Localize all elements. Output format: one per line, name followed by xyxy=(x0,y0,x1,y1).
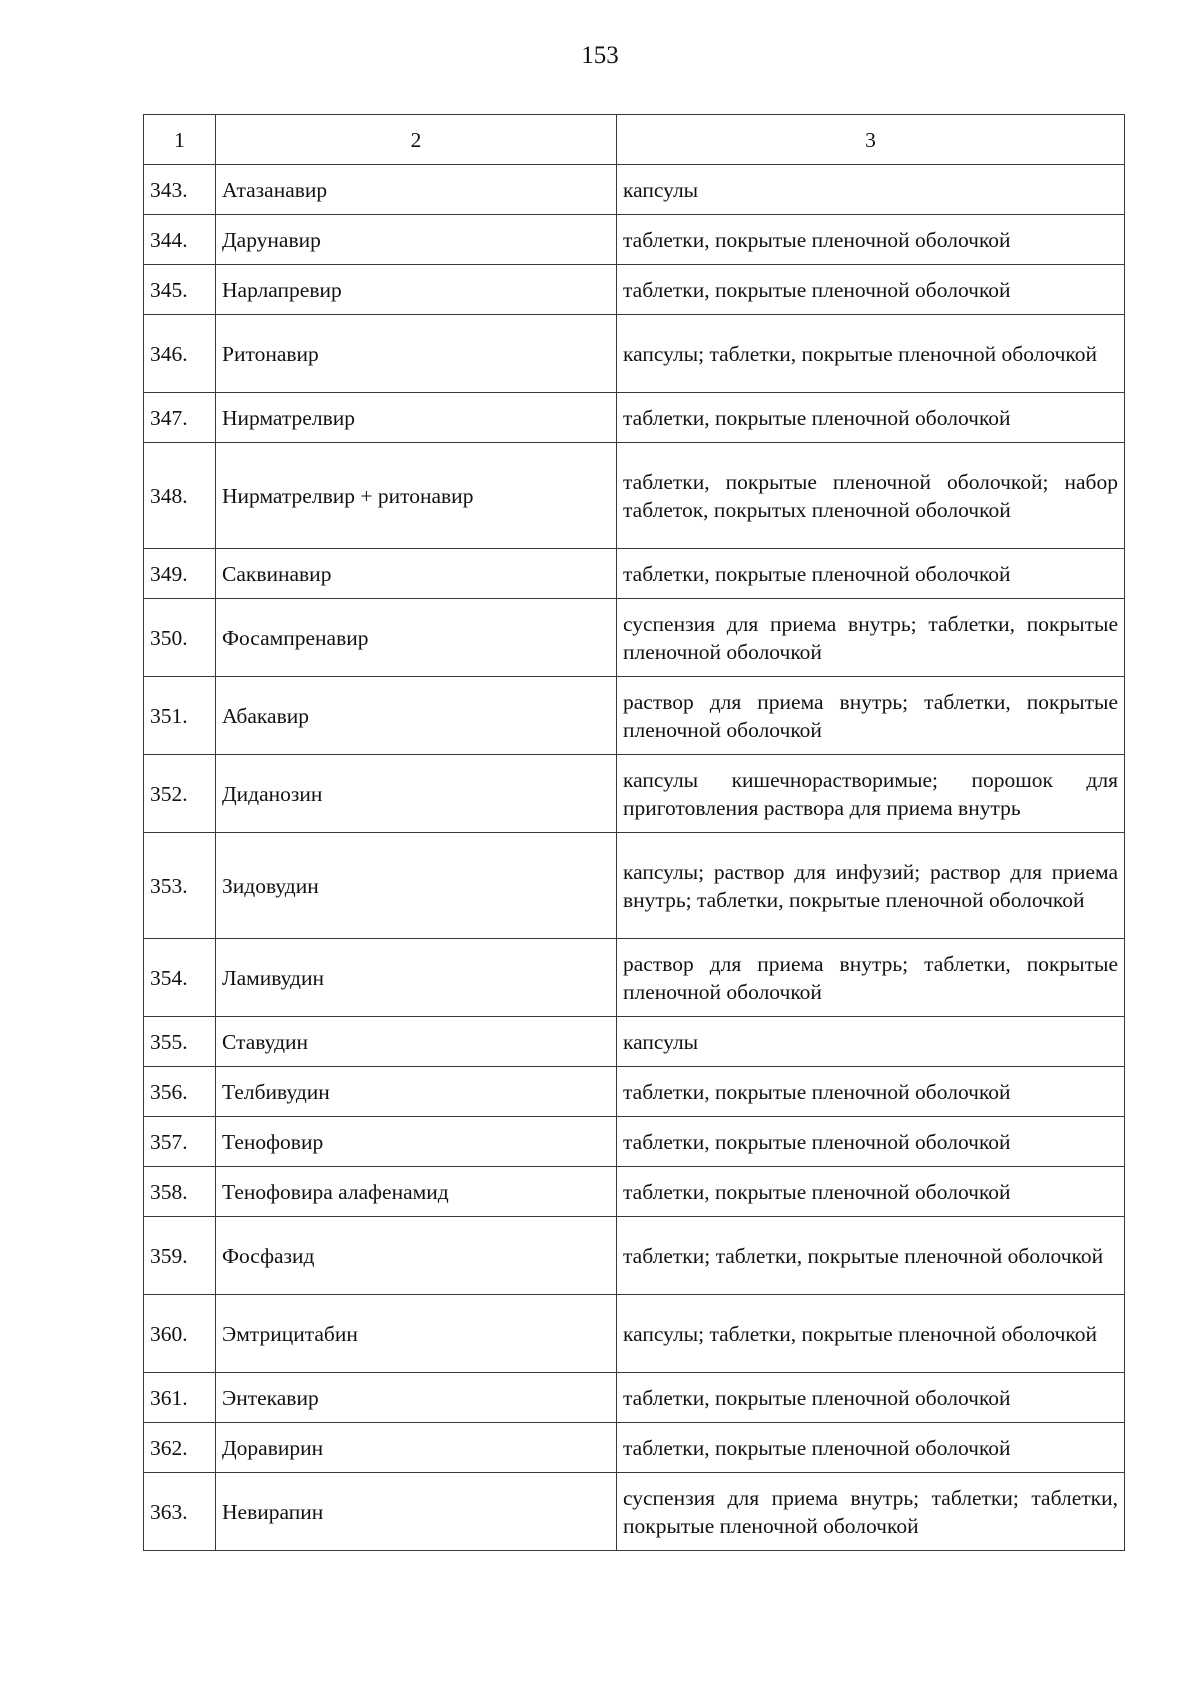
dosage-form: таблетки, покрытые пленочной оболочкой xyxy=(617,1373,1125,1423)
table-row xyxy=(144,443,1125,549)
row-number: 349. xyxy=(144,549,216,599)
dosage-form: суспензия для приема внутрь; таблетки; таблетки, покрытые пленочной оболочкой xyxy=(617,1473,1125,1551)
dosage-form: таблетки; таблетки, покрытые пленочной оболочкой xyxy=(617,1217,1125,1295)
row-number: 363. xyxy=(144,1473,216,1551)
dosage-form: таблетки, покрытые пленочной оболочкой xyxy=(617,1423,1125,1473)
table-row xyxy=(144,549,1125,599)
row-number: 355. xyxy=(144,1017,216,1067)
table-row xyxy=(144,393,1125,443)
column-header-1: 1 xyxy=(144,115,216,165)
table-row xyxy=(144,833,1125,939)
row-number: 346. xyxy=(144,315,216,393)
drug-name: Диданозин xyxy=(216,755,617,833)
table-row xyxy=(144,599,1125,677)
drug-name: Тенофовира алафенамид xyxy=(216,1167,617,1217)
drug-name: Невирапин xyxy=(216,1473,617,1551)
dosage-form: таблетки, покрытые пленочной оболочкой xyxy=(617,393,1125,443)
row-number: 347. xyxy=(144,393,216,443)
column-header-2: 2 xyxy=(216,115,617,165)
dosage-form: капсулы xyxy=(617,165,1125,215)
row-number: 345. xyxy=(144,265,216,315)
table-row xyxy=(144,1423,1125,1473)
dosage-form: капсулы; таблетки, покрытые пленочной оболочкой xyxy=(617,315,1125,393)
row-number: 361. xyxy=(144,1373,216,1423)
row-number: 351. xyxy=(144,677,216,755)
dosage-form: таблетки, покрытые пленочной оболочкой xyxy=(617,265,1125,315)
table-row xyxy=(144,677,1125,755)
table-row xyxy=(144,1295,1125,1373)
row-number: 358. xyxy=(144,1167,216,1217)
drug-name: Дарунавир xyxy=(216,215,617,265)
table-row xyxy=(144,939,1125,1017)
drug-name: Саквинавир xyxy=(216,549,617,599)
table-row xyxy=(144,265,1125,315)
dosage-form: таблетки, покрытые пленочной оболочкой xyxy=(617,1167,1125,1217)
row-number: 350. xyxy=(144,599,216,677)
column-header-3: 3 xyxy=(617,115,1125,165)
dosage-form: капсулы xyxy=(617,1017,1125,1067)
dosage-form: таблетки, покрытые пленочной оболочкой xyxy=(617,549,1125,599)
row-number: 348. xyxy=(144,443,216,549)
drug-name: Фосфазид xyxy=(216,1217,617,1295)
row-number: 357. xyxy=(144,1117,216,1167)
table-row xyxy=(144,215,1125,265)
dosage-form: таблетки, покрытые пленочной оболочкой; набор таблеток, покрытых пленочной оболочкой xyxy=(617,443,1125,549)
drug-table xyxy=(143,114,1125,1551)
table-row xyxy=(144,1067,1125,1117)
drug-name: Энтекавир xyxy=(216,1373,617,1423)
drug-name: Нирматрелвир + ритонавир xyxy=(216,443,617,549)
row-number: 360. xyxy=(144,1295,216,1373)
drug-name: Нарлапревир xyxy=(216,265,617,315)
drug-name: Ставудин xyxy=(216,1017,617,1067)
dosage-form: таблетки, покрытые пленочной оболочкой xyxy=(617,1117,1125,1167)
page-number: 153 xyxy=(581,42,619,69)
table-row xyxy=(144,1473,1125,1551)
drug-name: Доравирин xyxy=(216,1423,617,1473)
row-number: 356. xyxy=(144,1067,216,1117)
drug-name: Атазанавир xyxy=(216,165,617,215)
drug-name: Ламивудин xyxy=(216,939,617,1017)
table-header-row xyxy=(144,115,1125,165)
dosage-form: таблетки, покрытые пленочной оболочкой xyxy=(617,215,1125,265)
drug-name: Фосампренавир xyxy=(216,599,617,677)
table-row xyxy=(144,165,1125,215)
row-number: 344. xyxy=(144,215,216,265)
drug-name: Ритонавир xyxy=(216,315,617,393)
table-row xyxy=(144,1217,1125,1295)
row-number: 352. xyxy=(144,755,216,833)
drug-name: Телбивудин xyxy=(216,1067,617,1117)
dosage-form: раствор для приема внутрь; таблетки, покрытые пленочной оболочкой xyxy=(617,677,1125,755)
row-number: 353. xyxy=(144,833,216,939)
dosage-form: раствор для приема внутрь; таблетки, покрытые пленочной оболочкой xyxy=(617,939,1125,1017)
drug-name: Зидовудин xyxy=(216,833,617,939)
table-row xyxy=(144,755,1125,833)
table-row xyxy=(144,1373,1125,1423)
table-row xyxy=(144,1167,1125,1217)
drug-name: Абакавир xyxy=(216,677,617,755)
drug-name: Тенофовир xyxy=(216,1117,617,1167)
row-number: 354. xyxy=(144,939,216,1017)
table-row xyxy=(144,315,1125,393)
drug-name: Нирматрелвир xyxy=(216,393,617,443)
dosage-form: таблетки, покрытые пленочной оболочкой xyxy=(617,1067,1125,1117)
table-row xyxy=(144,1117,1125,1167)
row-number: 362. xyxy=(144,1423,216,1473)
row-number: 343. xyxy=(144,165,216,215)
drug-name: Эмтрицитабин xyxy=(216,1295,617,1373)
dosage-form: суспензия для приема внутрь; таблетки, покрытые пленочной оболочкой xyxy=(617,599,1125,677)
table-row xyxy=(144,1017,1125,1067)
dosage-form: капсулы; раствор для инфузий; раствор для приема внутрь; таблетки, покрытые пленочной оболочкой xyxy=(617,833,1125,939)
dosage-form: капсулы; таблетки, покрытые пленочной оболочкой xyxy=(617,1295,1125,1373)
row-number: 359. xyxy=(144,1217,216,1295)
dosage-form: капсулы кишечнорастворимые; порошок для приготовления раствора для приема внутрь xyxy=(617,755,1125,833)
